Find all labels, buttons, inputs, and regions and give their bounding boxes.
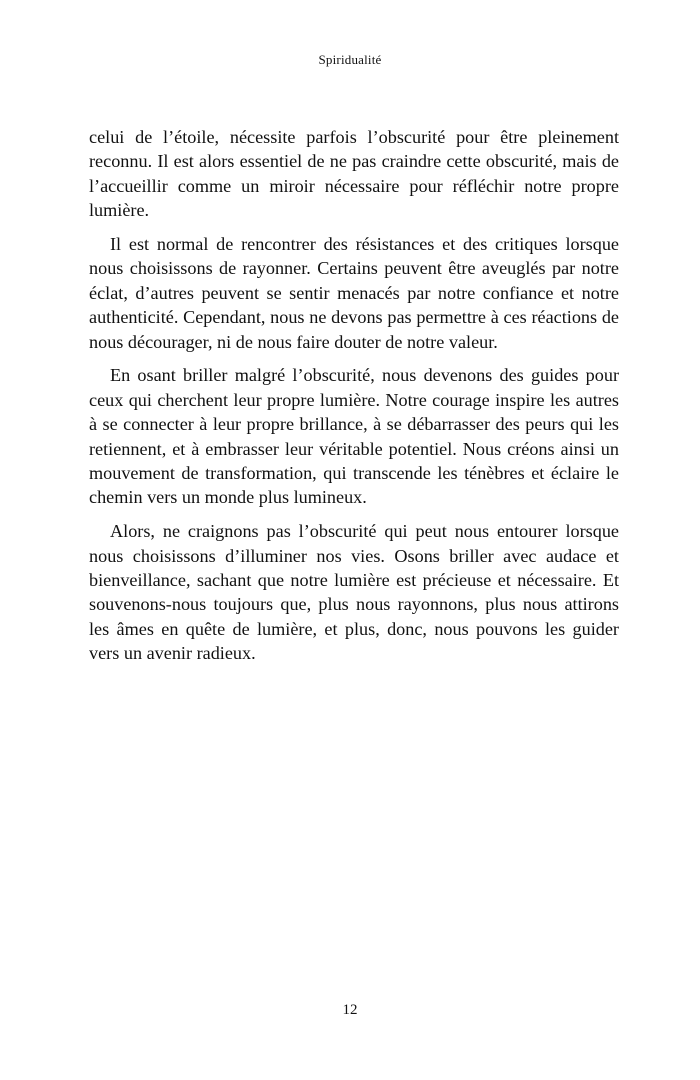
paragraph-2: Il est normal de rencontrer des résistances et des critiques lorsque nous choisissons de rayonner. Certains peuvent être aveuglés par notre éclat, d’autres peuvent se sentir menacés par notre confiance et notre authenticité. Cependant, nous ne devons pas permettre à ces réactions de nous décourager, ni de nous faire douter de notre valeur.	[89, 234, 619, 352]
paragraph-3: En osant briller malgré l’obscurité, nous devenons des guides pour ceux qui cherchent leur propre lumière. Notre courage inspire les autres à se connecter à leur propre brillance, à se débarrasser des peurs qui les retiennent, et à embrasser leur véritable potentiel. Nous créons ainsi un mouvement de transformation, qui transcende les ténèbres et éclaire le chemin vers un monde plus lumineux.	[89, 365, 619, 508]
page-number: 12	[342, 1002, 358, 1018]
paragraph-4: Alors, ne craignons pas l’obscurité qui peut nous entourer lorsque nous choisissons d’illuminer nos vies. Osons briller avec audace et bienveillance, sachant que notre lumière est précieuse et nécessaire. Et souvenons-nous toujours que, plus nous rayonnons, plus nous attirons les âmes en quête de lumière, et plus, donc, nous pouvons les guider vers un avenir radieux.	[89, 521, 619, 664]
body-text	[89, 125, 619, 675]
running-header: Spiridualité	[318, 52, 382, 67]
paragraph-1: celui de l’étoile, nécessite parfois l’obscurité pour être pleinement reconnu. Il est alors essentiel de ne pas craindre cette obscurité, mais de l’accueillir comme un miroir nécessaire pour réfléchir notre propre lumière.	[89, 127, 619, 221]
